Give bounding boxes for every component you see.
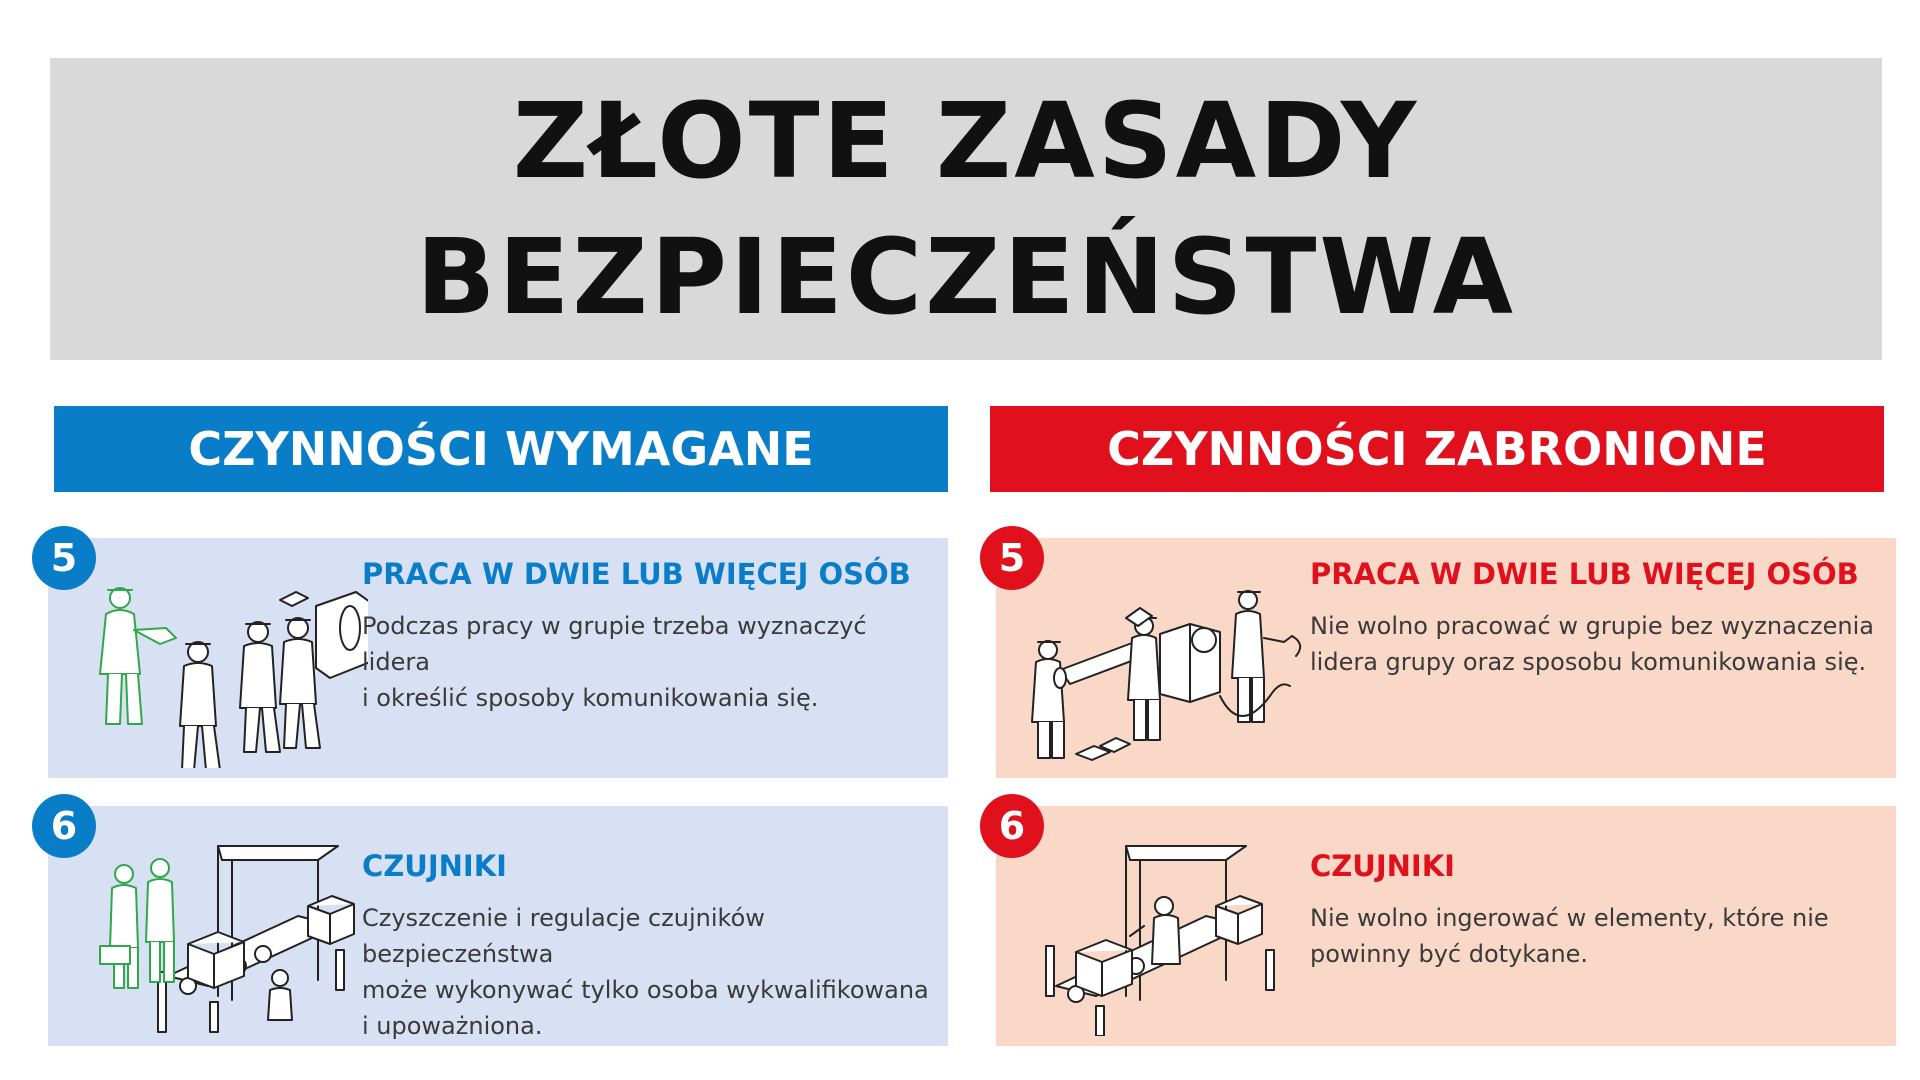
group-workers-with-leader-icon (68, 558, 368, 768)
group-workers-without-leader-icon (1016, 558, 1316, 768)
title-banner (50, 58, 1882, 360)
forbidden-card-sensors (996, 806, 1896, 1046)
forbidden-actions-header: CZYNNOŚCI ZABRONIONE (990, 406, 1884, 492)
rule-number-badge: 6 (32, 794, 96, 858)
rule-heading: PRACA W DWIE LUB WIĘCEJ OSÓB (362, 557, 911, 591)
rule-number-badge: 5 (32, 526, 96, 590)
title-line-2: BEZPIECZEŃSTWA (416, 216, 1516, 338)
rule-description: Podczas pracy w grupie trzeba wyznaczyć lidera i określić sposoby komunikowania się. (362, 612, 867, 712)
conveyor-sensors-qualified-workers-icon (68, 826, 368, 1036)
rule-number-badge: 5 (980, 526, 1044, 590)
title-line-1: ZŁOTE ZASADY (512, 80, 1420, 202)
required-card-sensors (48, 806, 948, 1046)
required-card-teamwork (48, 538, 948, 778)
worker-touching-conveyor-icon (1016, 826, 1316, 1036)
rule-heading: PRACA W DWIE LUB WIĘCEJ OSÓB (1310, 557, 1859, 591)
rule-number-badge: 6 (980, 794, 1044, 858)
rule-heading: CZUJNIKI (1310, 849, 1455, 883)
required-actions-header: CZYNNOŚCI WYMAGANE (54, 406, 948, 492)
forbidden-card-teamwork (996, 538, 1896, 778)
rule-description: Czyszczenie i regulacje czujników bezpieczeństwa może wykonywać tylko osoba wykwalifikowana i upoważniona. (362, 904, 929, 1040)
rule-description: Nie wolno ingerować w elementy, które nie powinny być dotykane. (1310, 904, 1829, 968)
rule-heading: CZUJNIKI (362, 849, 507, 883)
rule-description: Nie wolno pracować w grupie bez wyznaczenia lidera grupy oraz sposobu komunikowania się. (1310, 612, 1874, 676)
